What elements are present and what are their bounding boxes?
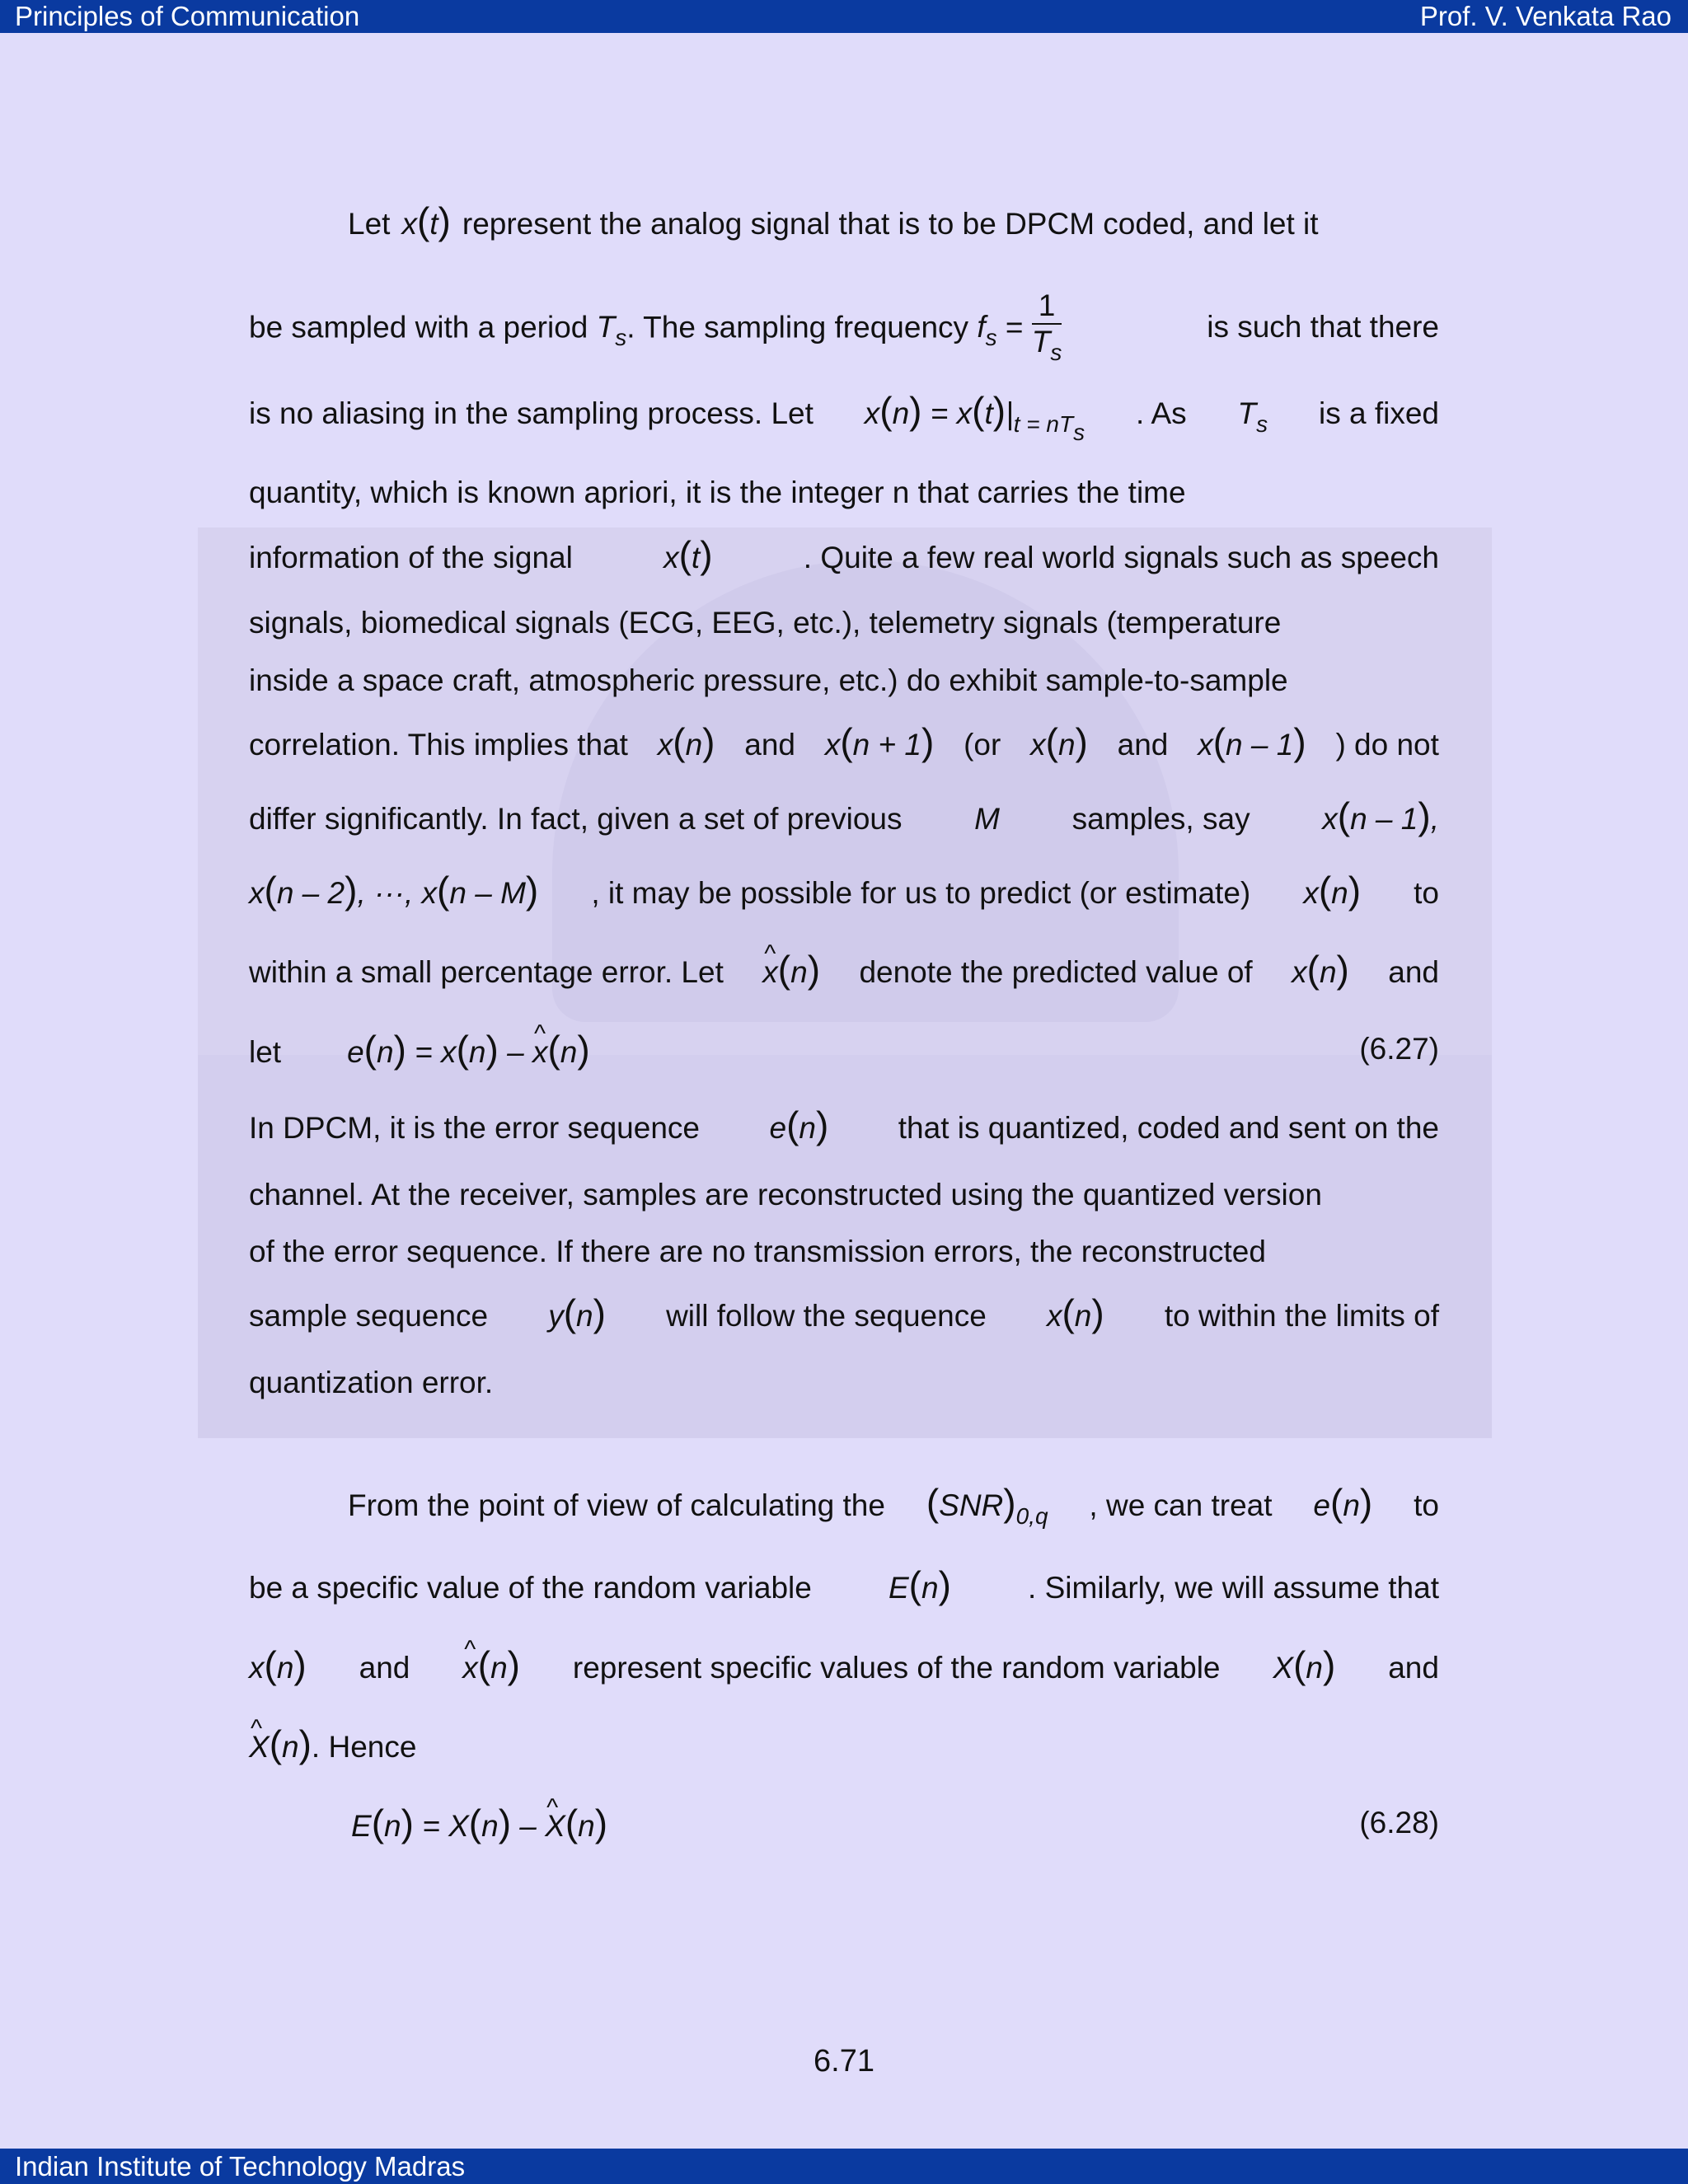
text-line: be sampled with a period $T_s$. The sampling frequency $f_s$ = $\frac{1}{T_s}$ is such that there	[249, 288, 1439, 365]
text-line: channel. At the receiver, samples are reconstructed using the quantized version	[249, 1178, 1322, 1212]
text-line: sample sequence y(n) will follow the sequence x(n) to within the limits of	[249, 1291, 1439, 1334]
text-line: inside a space craft, atmospheric pressure, etc.) do exhibit sample-to-sample	[249, 663, 1288, 697]
text-line: within a small percentage error. Let ^ x(n) denote the predicted value of x(n) and	[249, 946, 1439, 996]
text-line: From the point of view of calculating the $(SNR)_{0,q}$ , we can treat e(n) to	[348, 1481, 1439, 1529]
text-line: information of the signal x(t) . Quite a few real world signals such as speech	[249, 533, 1439, 576]
text-line: In DPCM, it is the error sequence e(n) that is quantized, coded and sent on the	[249, 1104, 1439, 1146]
text-line: is no aliasing in the sampling process. Let $x(n) = x(t)|_{t = nT_s}$ . As $T_s$ is a fixed	[249, 389, 1439, 445]
equation-number: (6.28)	[1359, 1806, 1439, 1840]
header-bar	[0, 0, 1688, 33]
author-name: Prof. V. Venkata Rao	[1419, 1, 1672, 31]
text-line: signals, biomedical signals (ECG, EEG, etc.), telemetry signals (temperature	[249, 606, 1282, 640]
equation-number: (6.27)	[1359, 1032, 1439, 1066]
equation-6-28: E(n) = X(n) – ^ X(n) (6.28)	[249, 1800, 1439, 1849]
text-line: correlation. This implies that x(n) and x(n + 1) (or x(n) and x(n – 1) ) do not	[249, 720, 1439, 763]
footer-bar	[0, 2149, 1688, 2184]
text-line: be a specific value of the random variable E(n) . Similarly, we will assume that	[249, 1563, 1439, 1606]
text-line: ^ X(n) . Hence	[249, 1721, 1439, 1770]
equation-6-27: let e(n) = x(n) – ^ x(n) (6.27)	[249, 1026, 1439, 1076]
text-line: x(n) and ^ x(n) represent specific values of the random variable X(n) and	[249, 1642, 1439, 1691]
text-line: x(n – 2), ···, x(n – M) , it may be possible for us to predict (or estimate) x(n) to	[249, 869, 1439, 912]
course-title: Principles of Communication	[15, 1, 360, 31]
institution-name: Indian Institute of Technology Madras	[15, 2151, 466, 2182]
text-line: Let x(t) represent the analog signal that is to be DPCM coded, and let it	[348, 199, 1319, 242]
text-line: quantization error.	[249, 1366, 494, 1399]
text-line: of the error sequence. If there are no transmission errors, the reconstructed	[249, 1235, 1266, 1268]
page-number: 6.71	[814, 2044, 874, 2079]
text-line: quantity, which is known apriori, it is the integer n that carries the time	[249, 476, 1186, 509]
text-line: differ significantly. In fact, given a set of previous M samples, say x(n – 1),	[249, 794, 1439, 837]
